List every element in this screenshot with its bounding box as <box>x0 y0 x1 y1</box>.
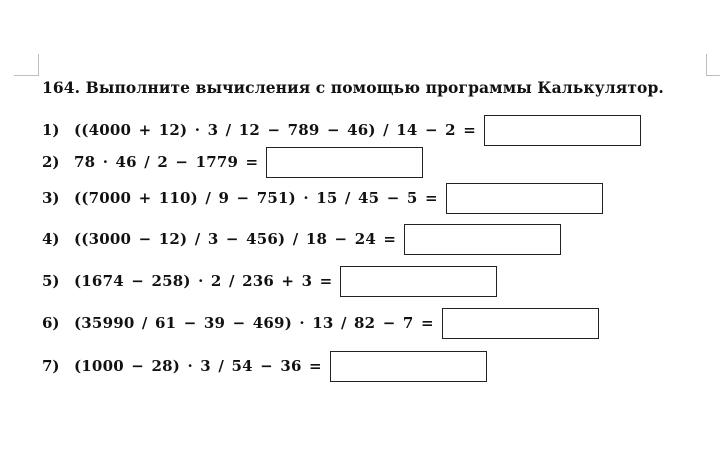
task-row-3 <box>42 181 603 215</box>
item-expression: ((7000 + 110) / 9 − 751) · 15 / 45 − 5 = <box>74 189 438 207</box>
answer-box-5[interactable] <box>340 266 497 297</box>
item-number: 2) <box>42 153 60 171</box>
task-title: 164. Выполните вычисления с помощью программы Калькулятор. <box>42 78 664 97</box>
task-row-1 <box>42 113 641 147</box>
item-number: 7) <box>42 357 60 375</box>
item-number: 6) <box>42 314 60 332</box>
item-expression: ((3000 − 12) / 3 − 456) / 18 − 24 = <box>74 230 397 248</box>
task-row-2 <box>42 145 423 179</box>
answer-box-2[interactable] <box>266 147 423 178</box>
item-number: 5) <box>42 272 60 290</box>
item-expression: (1000 − 28) · 3 / 54 − 36 = <box>74 357 322 375</box>
crop-mark-left-h <box>14 75 39 76</box>
answer-box-7[interactable] <box>330 351 487 382</box>
item-number: 4) <box>42 230 60 248</box>
answer-box-1[interactable] <box>484 115 641 146</box>
crop-mark-right <box>706 54 707 76</box>
item-expression: 78 · 46 / 2 − 1779 = <box>74 153 259 171</box>
crop-mark-right-h <box>706 75 720 76</box>
item-expression: (1674 − 258) · 2 / 236 + 3 = <box>74 272 333 290</box>
answer-box-6[interactable] <box>442 308 599 339</box>
answer-box-4[interactable] <box>404 224 561 255</box>
task-row-5 <box>42 264 497 298</box>
task-row-4 <box>42 222 561 256</box>
item-number: 1) <box>42 121 60 139</box>
task-row-6 <box>42 306 599 340</box>
answer-box-3[interactable] <box>446 183 603 214</box>
item-number: 3) <box>42 189 60 207</box>
crop-mark-left <box>38 54 39 76</box>
item-expression: (35990 / 61 − 39 − 469) · 13 / 82 − 7 = <box>74 314 434 332</box>
item-expression: ((4000 + 12) · 3 / 12 − 789 − 46) / 14 − 2 = <box>74 121 476 139</box>
task-row-7 <box>42 349 487 383</box>
